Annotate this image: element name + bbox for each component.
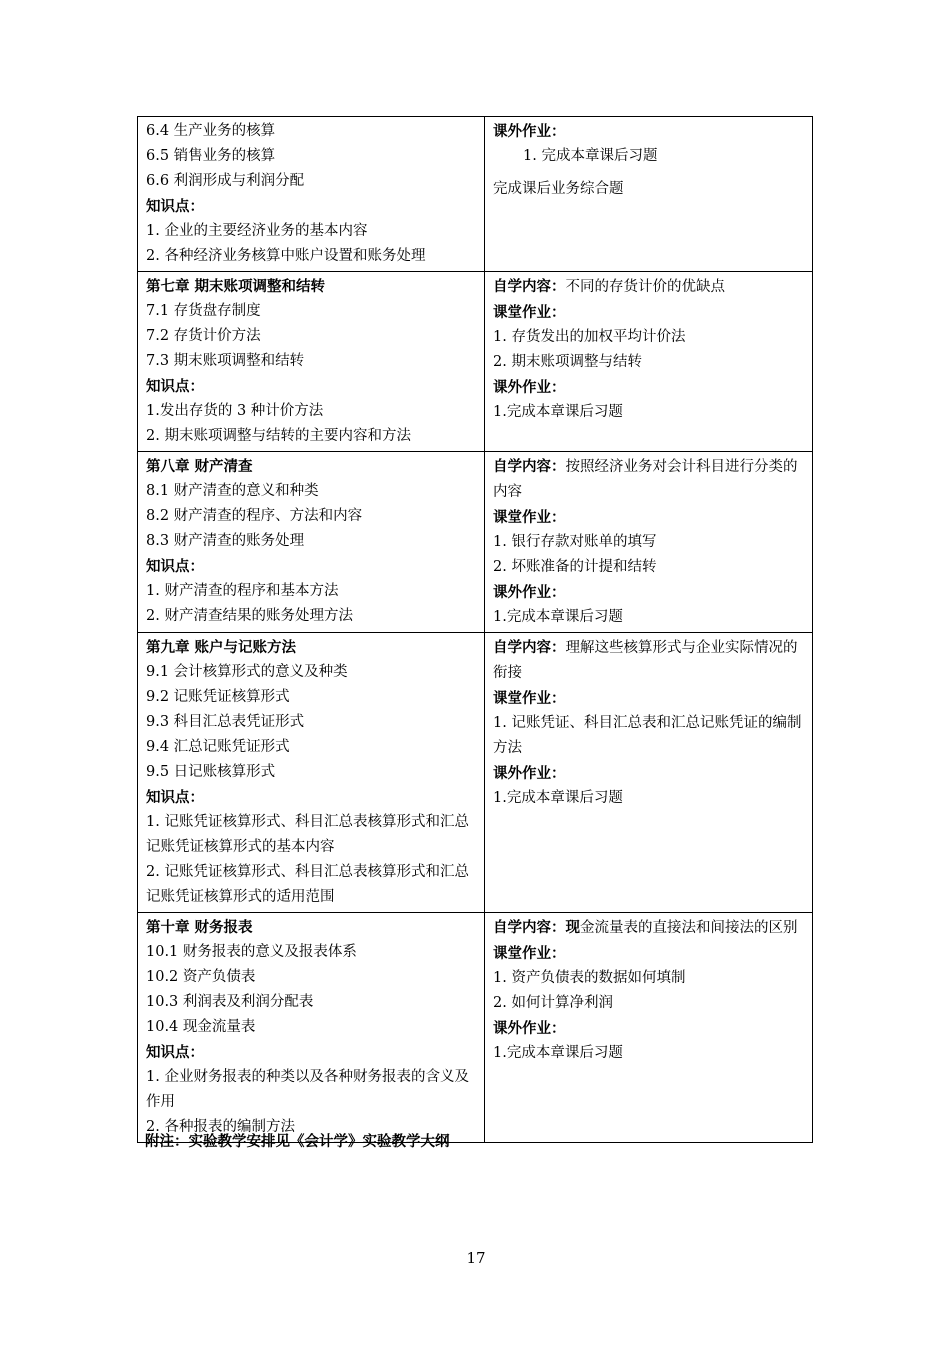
- section-line: 9.4 汇总记账凭证形式: [146, 739, 290, 755]
- knowledge-point: 1.发出存货的 3 种计价方法: [146, 403, 324, 419]
- table-row: [138, 633, 813, 913]
- knowledge-point: 1. 财产清查的程序和基本方法: [146, 583, 339, 599]
- section-line: 7.1 存货盘存制度: [146, 303, 261, 319]
- section-line: 6.4 生产业务的核算: [146, 123, 276, 139]
- syllabus-table: [137, 116, 813, 1143]
- knowledge-point: 2. 期末账项调整与结转的主要内容和方法: [146, 428, 411, 444]
- self-study-text: 按照经济业务对会计科目进行分类的内容: [493, 459, 798, 500]
- self-study-label: 自学内容：: [493, 278, 566, 295]
- homework-item: 1. 完成本章课后习题: [523, 148, 658, 164]
- homework-extra: 完成课后业务综合题: [493, 181, 624, 197]
- homework-label: 课外作业：: [493, 123, 566, 140]
- classwork-item: 2. 坏账准备的计提和结转: [493, 559, 657, 575]
- classwork-item: 1. 银行存款对账单的填写: [493, 534, 657, 550]
- homework-label: 课外作业：: [493, 584, 566, 601]
- section-line: 8.1 财产清查的意义和种类: [146, 483, 319, 499]
- homework-item: 1.完成本章课后习题: [493, 1045, 623, 1061]
- self-study-line: [493, 274, 805, 300]
- self-study-line: [493, 454, 805, 505]
- knowledge-label: 知识点：: [146, 1044, 204, 1061]
- self-study-label: 自学内容：现: [493, 919, 580, 936]
- knowledge-point: 2. 财产清查结果的账务处理方法: [146, 608, 353, 624]
- self-study-text: 理解这些核算形式与企业实际情况的衔接: [493, 640, 798, 681]
- assignment-cell: [485, 272, 813, 452]
- table-row: [138, 452, 813, 633]
- homework-item: 1.完成本章课后习题: [493, 404, 623, 420]
- knowledge-label: 知识点：: [146, 378, 204, 395]
- section-line: 9.2 记账凭证核算形式: [146, 689, 290, 705]
- classwork-item: 1. 存货发出的加权平均计价法: [493, 329, 686, 345]
- table-row: [138, 117, 813, 272]
- knowledge-point: 1. 记账凭证核算形式、科目汇总表核算形式和汇总记账凭证核算形式的基本内容: [146, 814, 469, 855]
- chapter-content-cell: [138, 633, 485, 913]
- self-study-text: 不同的存货计价的优缺点: [565, 279, 725, 295]
- assignment-cell: [485, 913, 813, 1143]
- homework-item: 1.完成本章课后习题: [493, 790, 623, 806]
- section-line: 8.3 财产清查的账务处理: [146, 533, 305, 549]
- self-study-text: 金流量表的直接法和间接法的区别: [580, 920, 798, 936]
- section-line: 8.2 财产清查的程序、方法和内容: [146, 508, 363, 524]
- section-line: 9.1 会计核算形式的意义及种类: [146, 664, 348, 680]
- section-line: 6.6 利润形成与利润分配: [146, 173, 305, 189]
- homework-label: 课外作业：: [493, 1020, 566, 1037]
- knowledge-point: 2. 记账凭证核算形式、科目汇总表核算形式和汇总记账凭证核算形式的适用范围: [146, 864, 469, 905]
- chapter-content-cell: [138, 272, 485, 452]
- assignment-cell: [485, 633, 813, 913]
- homework-label: 课外作业：: [493, 765, 566, 782]
- classwork-item: 2. 如何计算净利润: [493, 995, 613, 1011]
- assignment-cell: [485, 117, 813, 272]
- knowledge-point: 1. 企业财务报表的种类以及各种财务报表的含义及作用: [146, 1069, 469, 1110]
- section-line: 10.3 利润表及利润分配表: [146, 994, 314, 1010]
- classwork-item: 1. 记账凭证、科目汇总表和汇总记账凭证的编制方法: [493, 715, 802, 756]
- self-study-label: 自学内容：: [493, 458, 566, 475]
- homework-label: 课外作业：: [493, 379, 566, 396]
- classwork-item: 2. 期末账项调整与结转: [493, 354, 642, 370]
- knowledge-label: 知识点：: [146, 558, 204, 575]
- knowledge-point: 2. 各种经济业务核算中账户设置和账务处理: [146, 248, 426, 264]
- footnote: 附注：实验教学安排见《会计学》实验教学大纲: [145, 1133, 450, 1150]
- table-row: [138, 272, 813, 452]
- section-line: 9.5 日记账核算形式: [146, 764, 276, 780]
- classwork-label: 课堂作业：: [493, 509, 566, 526]
- knowledge-label: 知识点：: [146, 789, 204, 806]
- table-row: [138, 913, 813, 1143]
- self-study-line: [493, 915, 805, 941]
- section-line: 9.3 科目汇总表凭证形式: [146, 714, 305, 730]
- homework-item: 1.完成本章课后习题: [493, 609, 623, 625]
- knowledge-label: 知识点：: [146, 198, 204, 215]
- classwork-label: 课堂作业：: [493, 304, 566, 321]
- classwork-label: 课堂作业：: [493, 690, 566, 707]
- section-line: 7.3 期末账项调整和结转: [146, 353, 305, 369]
- chapter-content-cell: [138, 452, 485, 633]
- chapter-title: 第九章 账户与记账方法: [146, 639, 297, 656]
- self-study-line: [493, 635, 805, 686]
- chapter-title: 第八章 财产清查: [146, 458, 253, 475]
- section-line: 6.5 销售业务的核算: [146, 148, 276, 164]
- self-study-label: 自学内容：: [493, 639, 566, 656]
- chapter-content-cell: [138, 117, 485, 272]
- classwork-item: 1. 资产负债表的数据如何填制: [493, 970, 686, 986]
- chapter-content-cell: [138, 913, 485, 1143]
- page-number: 17: [466, 1249, 486, 1267]
- chapter-title: 第十章 财务报表: [146, 919, 253, 936]
- assignment-cell: [485, 452, 813, 633]
- knowledge-point: 1. 企业的主要经济业务的基本内容: [146, 223, 368, 239]
- classwork-label: 课堂作业：: [493, 945, 566, 962]
- section-line: 10.2 资产负债表: [146, 969, 256, 985]
- section-line: 10.1 财务报表的意义及报表体系: [146, 944, 357, 960]
- chapter-title: 第七章 期末账项调整和结转: [146, 278, 326, 295]
- knowledge-point: 2. 各种报表的编制方法: [146, 1119, 295, 1135]
- section-line: 10.4 现金流量表: [146, 1019, 256, 1035]
- section-line: 7.2 存货计价方法: [146, 328, 261, 344]
